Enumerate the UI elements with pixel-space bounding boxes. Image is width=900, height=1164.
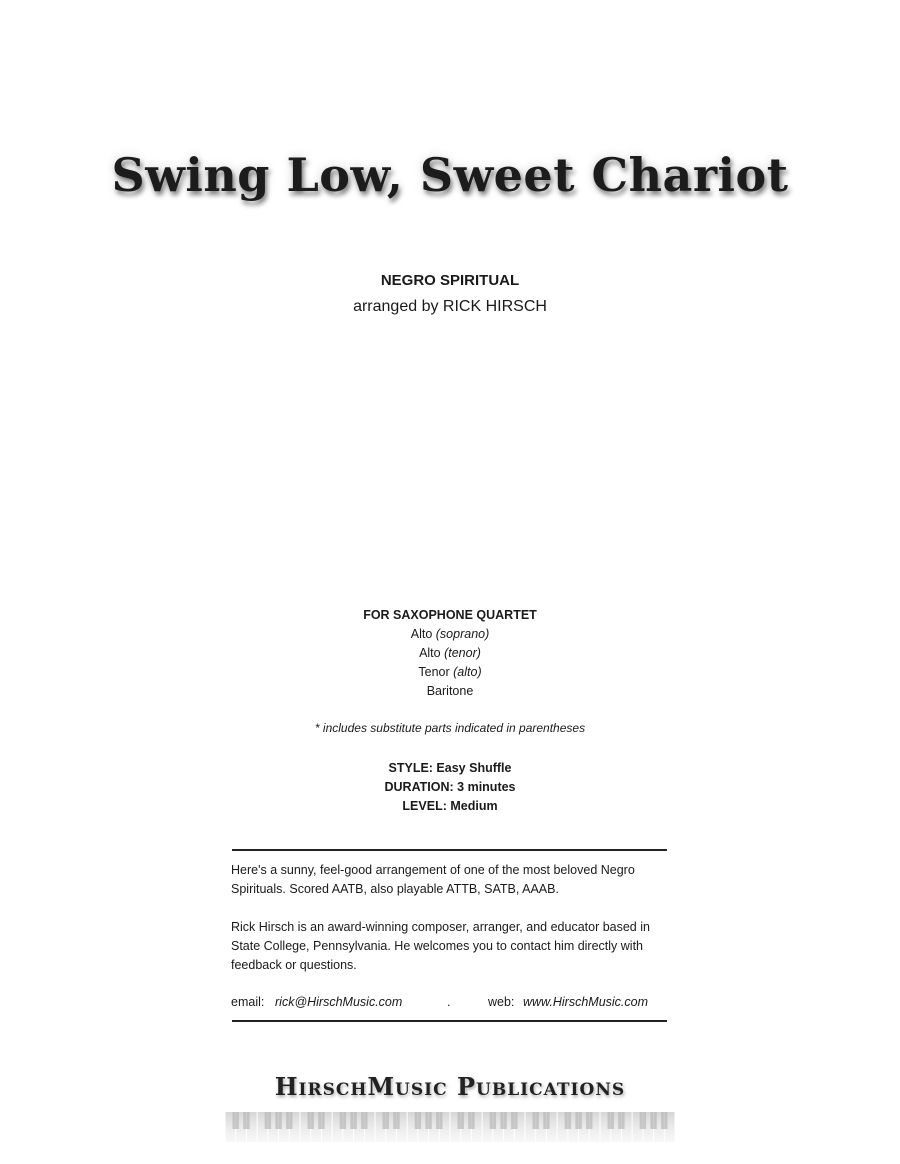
description-paragraph-2: Rick Hirsch is an award-winning composer, arranger, and educator based in State College, Pennsylvania. He welcomes you to contact him directly with feedback or questions. — [231, 920, 650, 972]
publisher-logo: HirschMusic Publications — [274, 1072, 626, 1101]
part-name: Tenor — [418, 665, 450, 679]
level-line: LEVEL: Medium — [402, 799, 498, 813]
black-key — [361, 1112, 367, 1129]
instrumentation-heading: FOR SAXOPHONE QUARTET — [363, 608, 537, 622]
black-key — [425, 1112, 431, 1129]
web-label: web: — [488, 995, 515, 1009]
style-line: STYLE: Easy Shuffle — [388, 761, 512, 775]
footnote: * includes substitute parts indicated in parentheses — [314, 721, 586, 735]
black-key — [265, 1112, 271, 1129]
duration-line: DURATION: 3 minutes — [384, 780, 516, 794]
part-name: Alto — [410, 627, 433, 641]
part-name: Baritone — [426, 684, 474, 698]
black-key — [286, 1112, 292, 1129]
black-key — [490, 1112, 496, 1129]
black-key — [586, 1112, 592, 1129]
black-key — [308, 1112, 314, 1129]
contact-line — [231, 995, 667, 1015]
black-key — [233, 1112, 239, 1129]
black-key — [436, 1112, 442, 1129]
part-3 — [0, 663, 900, 682]
keyboard-graphic — [225, 1108, 675, 1148]
black-key — [650, 1112, 656, 1129]
web-link[interactable]: www.HirschMusic.com — [523, 995, 649, 1009]
subtitle: NEGRO SPIRITUAL — [380, 272, 520, 289]
part-2 — [0, 644, 900, 663]
arranger-credit: arranged by RICK HIRSCH — [353, 298, 547, 315]
black-key — [383, 1112, 389, 1129]
top-divider — [232, 849, 667, 851]
black-key — [533, 1112, 539, 1129]
black-key — [458, 1112, 464, 1129]
description-paragraph-1: Here's a sunny, feel-good arrangement of one of the most beloved Negro Spirituals. Scored AATB, also playable ATTB, SATB, AAAB. — [231, 863, 635, 896]
black-key — [468, 1112, 474, 1129]
black-key — [661, 1112, 667, 1129]
black-key — [575, 1112, 581, 1129]
part-alt: (soprano) — [435, 627, 490, 641]
black-key — [243, 1112, 249, 1129]
part-4 — [0, 682, 900, 701]
part-alt: (alto) — [453, 665, 482, 679]
black-key — [543, 1112, 549, 1129]
black-key — [618, 1112, 624, 1129]
black-key — [511, 1112, 517, 1129]
black-key — [350, 1112, 356, 1129]
part-alt: (tenor) — [444, 646, 481, 660]
bottom-divider — [232, 1020, 667, 1022]
part-1 — [0, 625, 900, 644]
black-key — [640, 1112, 646, 1129]
black-key — [565, 1112, 571, 1129]
black-key — [500, 1112, 506, 1129]
black-key — [608, 1112, 614, 1129]
instrumentation — [0, 606, 900, 701]
email-link[interactable]: rick@HirschMusic.com — [275, 995, 403, 1009]
black-key — [318, 1112, 324, 1129]
black-key — [415, 1112, 421, 1129]
part-name: Alto — [419, 646, 441, 660]
piece-details — [0, 759, 900, 816]
page-title: Swing Low, Sweet Chariot — [111, 148, 789, 202]
black-key — [393, 1112, 399, 1129]
black-key — [275, 1112, 281, 1129]
black-key — [340, 1112, 346, 1129]
email-label: email: — [231, 995, 265, 1009]
contact-separator: . — [447, 995, 451, 1009]
